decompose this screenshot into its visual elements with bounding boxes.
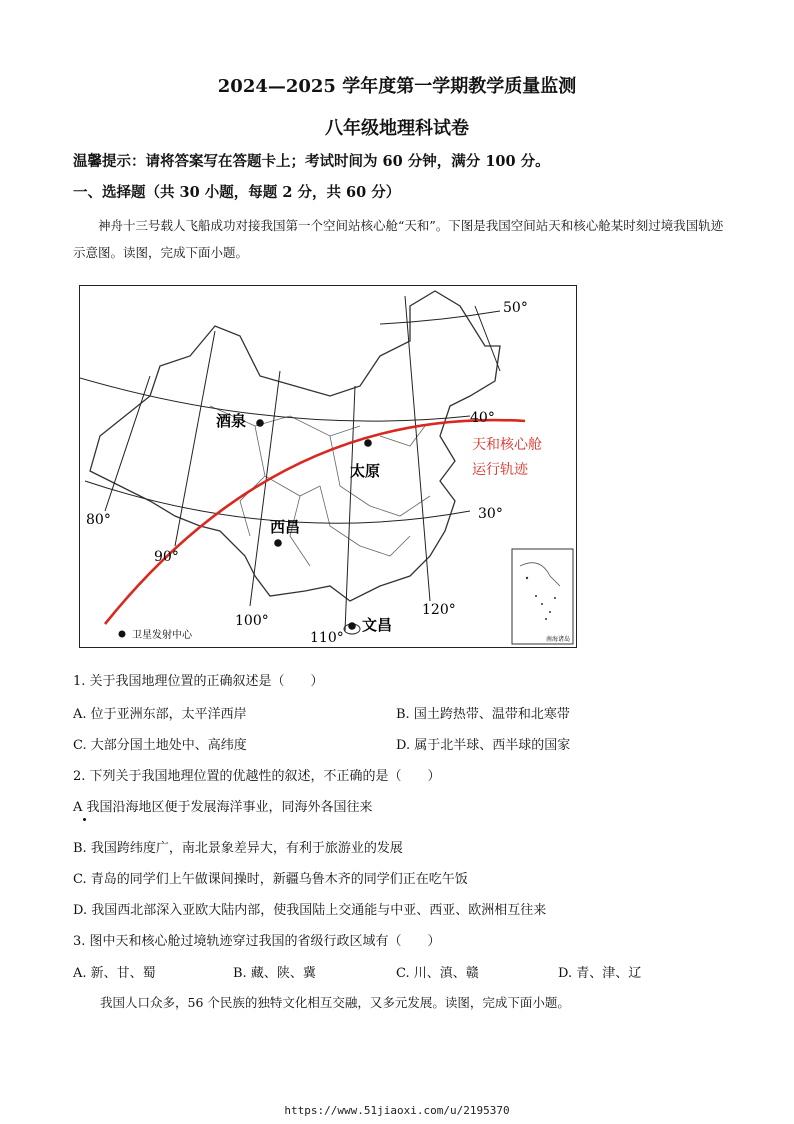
map-svg bbox=[80, 286, 575, 646]
latitude-30 bbox=[85, 481, 470, 523]
q2-option-a: A 我国沿海地区便于发展海洋事业，同海外各国往来 bbox=[73, 800, 373, 815]
wenchang-label: 文昌 bbox=[362, 616, 393, 634]
q3-option-b: B. 藏、陕、冀 bbox=[233, 966, 316, 981]
legend-label: 卫星发射中心 bbox=[132, 630, 192, 641]
orbit-label-1: 天和核心舱 bbox=[472, 437, 542, 453]
lat-30-label: 30° bbox=[478, 506, 503, 522]
lat-40-label: 40° bbox=[470, 410, 495, 426]
q2-option-d: D. 我国西北部深入亚欧大陆内部，使我国陆上交通能与中亚、西亚、欧洲相互往来 bbox=[73, 903, 547, 918]
lon-100-label: 100° bbox=[235, 613, 269, 629]
longitude-90 bbox=[175, 331, 215, 546]
orbit-path bbox=[105, 420, 525, 624]
lat-50-label: 50° bbox=[503, 300, 528, 316]
longitude-80 bbox=[105, 376, 150, 511]
exam-subtitle: 八年级地理科试卷 bbox=[325, 118, 469, 139]
lon-90-label: 90° bbox=[154, 549, 179, 565]
xichang-label: 西昌 bbox=[270, 518, 301, 536]
taiyuan-dot bbox=[364, 439, 372, 447]
longitude-130 bbox=[475, 306, 500, 371]
taiyuan-label: 太原 bbox=[350, 462, 381, 480]
wenchang-dot bbox=[348, 622, 356, 630]
china-orbit-map bbox=[79, 285, 577, 648]
q1-stem: 1. 关于我国地理位置的正确叙述是（ ） bbox=[73, 674, 324, 689]
exam-tip: 温馨提示：请将答案写在答题卡上；考试时间为 60 分钟，满分 100 分。 bbox=[73, 153, 550, 170]
intro-paragraph-2: 我国人口众多，56 个民族的独特文化相互交融，又多元发展。读图，完成下面小题。 bbox=[100, 995, 570, 1010]
q1-option-a: A. 位于亚洲东部，太平洋西岸 bbox=[73, 707, 247, 722]
lon-110-label: 110° bbox=[310, 630, 344, 646]
jiuquan-label: 酒泉 bbox=[216, 412, 247, 430]
jiuquan-dot bbox=[256, 419, 264, 427]
footer-url[interactable]: https://www.51jiaoxi.com/u/2195370 bbox=[284, 1104, 510, 1117]
longitude-110 bbox=[345, 386, 355, 631]
section-heading: 一、选择题（共 30 小题，每题 2 分，共 60 分） bbox=[73, 184, 401, 201]
exam-title: 2024—2025 学年度第一学期教学质量监测 bbox=[217, 76, 577, 97]
q1-option-b: B. 国土跨热带、温带和北寒带 bbox=[396, 707, 570, 722]
q3-option-a: A. 新、甘、蜀 bbox=[73, 966, 156, 981]
orbit-label-2: 运行轨迹 bbox=[472, 462, 528, 478]
latitude-50 bbox=[380, 311, 500, 324]
xichang-dot bbox=[274, 539, 282, 547]
inset-label: 南海诸岛 bbox=[546, 636, 571, 643]
stray-dot bbox=[83, 818, 86, 821]
q3-option-c: C. 川、滇、赣 bbox=[396, 966, 479, 981]
lon-80-label: 80° bbox=[86, 512, 111, 528]
china-outline bbox=[90, 291, 500, 601]
latitude-40 bbox=[80, 378, 470, 421]
q2-stem: 2. 下列关于我国地理位置的优越性的叙述，不正确的是（ ） bbox=[73, 769, 441, 784]
q1-option-d: D. 属于北半球、西半球的国家 bbox=[396, 738, 571, 753]
inset-frame bbox=[512, 549, 573, 644]
intro-paragraph-1: 神舟十三号载人飞船成功对接我国第一个空间站核心舱“天和”。下图是我国空间站天和核心舱某时刻过境我国轨迹示意图。读图，完成下面小题。 bbox=[73, 218, 724, 260]
q2-option-b: B. 我国跨纬度广，南北景象差异大，有利于旅游业的发展 bbox=[73, 841, 403, 856]
q2-option-c: C. 青岛的同学们上午做课间操时，新疆乌鲁木齐的同学们正在吃午饭 bbox=[73, 872, 468, 887]
legend-dot bbox=[119, 631, 126, 638]
lon-120-label: 120° bbox=[422, 602, 456, 618]
q1-option-c: C. 大部分国土地处中、高纬度 bbox=[73, 738, 247, 753]
longitude-120 bbox=[405, 296, 430, 601]
q3-stem: 3. 图中天和核心舱过境轨迹穿过我国的省级行政区域有（ ） bbox=[73, 934, 441, 949]
q3-option-d: D. 青、津、辽 bbox=[558, 966, 642, 981]
